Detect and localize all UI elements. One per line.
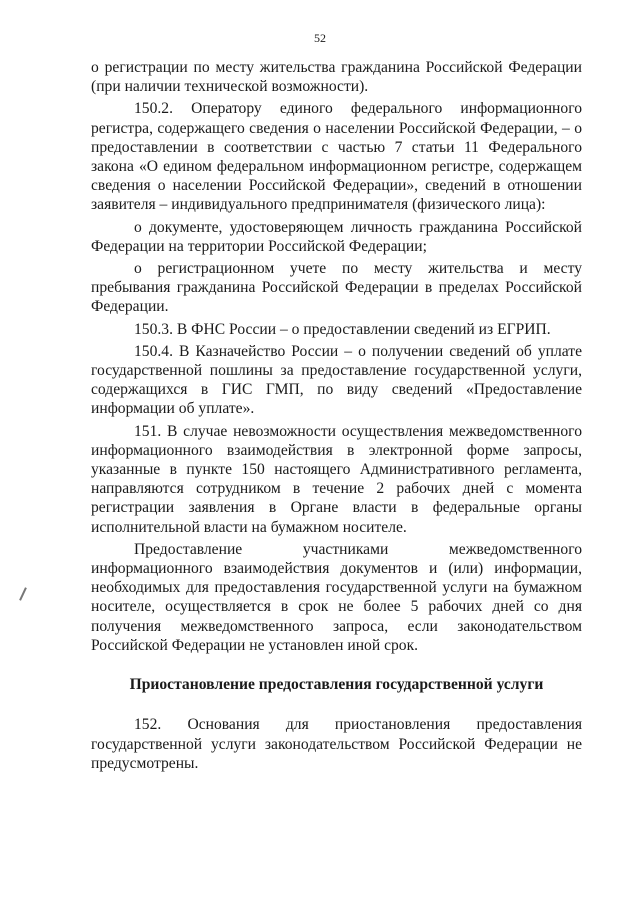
paragraph-registration-residence: о регистрации по месту жительства гражданина Российской Федерации (при наличии технической возможности).	[91, 59, 582, 96]
paragraph-150-4: 150.4. В Казначейство России – о получении сведений об уплате государственной пошлины за предоставление государственной услуги, содержащихся в ГИС ГМП, по виду сведений «Предоставление информации об уплате».	[91, 342, 582, 418]
paragraph-151: 151. В случае невозможности осуществления межведомственного информационного взаимодействия в электронной форме запросы, указанные в пункте 150 настоящего Административного регламента, направляются сотрудником в течение 2 рабочих дней с момента регистрации заявления в Органе власти в федеральные органы исполнительной власти на бумажном носителе.	[91, 422, 582, 536]
paragraph-registration-record: о регистрационном учете по месту жительства и месту пребывания гражданина Российской Федерации в пределах Российской Федерации.	[91, 260, 582, 316]
paragraph-150-3: 150.3. В ФНС России – о предоставлении сведений из ЕГРИП.	[134, 320, 551, 338]
paragraph-152: 152. Основания для приостановления предоставления государственной услуги законодательством Российской Федерации не предусмотрены.	[91, 716, 582, 772]
scan-artifact-mark	[19, 587, 27, 601]
page-number: 52	[314, 31, 326, 45]
document-body	[91, 58, 582, 776]
paragraph-150-2: 150.2. Оператору единого федерального информационного регистра, содержащего сведения о населении Российской Федерации, – о предоставлении в соответствии с частью 7 статьи 11 Федерального закона «О едином федеральном информационном регистре, содержащем сведения о населении Российской Федерации», сведений в отношении заявителя – индивидуального предпринимателя (физического лица):	[91, 100, 582, 214]
paragraph-paper-provision: Предоставление участниками межведомственного информационного взаимодействия документов и (или) информации, необходимых для предоставления государственной услуги на бумажном носителе, осуществляется в срок не более 5 рабочих дней со дня получения межведомственного запроса, если законодательством Российской Федерации не установлен иной срок.	[91, 540, 582, 654]
paragraph-identity-document: о документе, удостоверяющем личность гражданина Российской Федерации на территории Российской Федерации;	[91, 218, 582, 255]
section-heading: Приостановление предоставления государственной услуги	[129, 676, 544, 694]
